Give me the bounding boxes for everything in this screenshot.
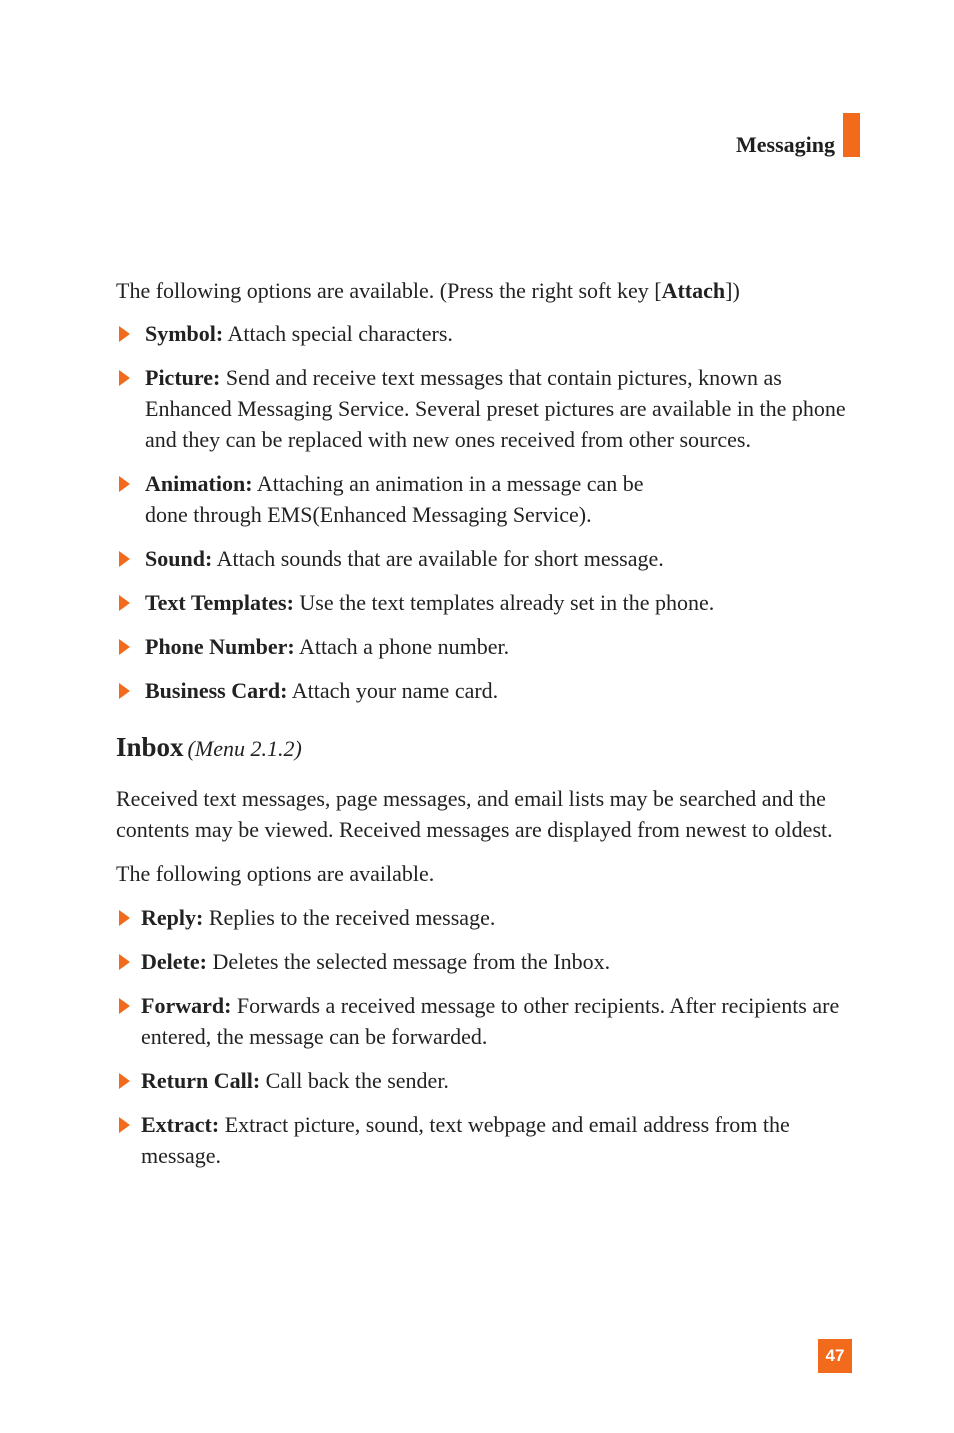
option-desc: Attach sounds that are available for short message. (212, 546, 664, 571)
list-item (116, 946, 861, 977)
list-item (116, 631, 861, 662)
option-term: Forward: (141, 993, 232, 1018)
bullet-arrow-icon (119, 1117, 130, 1133)
bullet-arrow-icon (119, 639, 130, 655)
bullet-arrow-icon (119, 683, 130, 699)
option-desc-continued: done through EMS(Enhanced Messaging Service). (145, 502, 592, 527)
option-term: Phone Number: (145, 634, 295, 659)
inbox-heading (116, 730, 861, 766)
option-desc: Use the text templates already set in the phone. (293, 590, 715, 615)
option-term: Return Call: (141, 1068, 261, 1093)
attach-options-list (116, 318, 861, 706)
option-term: Extract: (141, 1112, 220, 1137)
bullet-arrow-icon (119, 910, 130, 926)
inbox-description: Received text messages, page messages, and email lists may be searched and the contents may be viewed. Received messages are displayed from newest to oldest. (116, 786, 833, 842)
option-desc: Extract picture, sound, text webpage and email address from the message. (141, 1112, 790, 1168)
bullet-arrow-icon (119, 476, 130, 492)
option-term: Animation: (145, 471, 253, 496)
option-desc: Send and receive text messages that contain pictures, known as Enhanced Messaging Service. Several preset pictures are available in the phone and they can be replaced with new ones received from other sources. (145, 365, 846, 452)
option-desc: Call back the sender. (260, 1068, 449, 1093)
option-term: Text Templates: (145, 590, 294, 615)
option-desc: Attach a phone number. (294, 634, 510, 659)
option-term: Picture: (145, 365, 221, 390)
list-item (116, 1109, 861, 1171)
attach-intro-end: ]) (725, 278, 740, 303)
page-number: 47 (818, 1339, 852, 1373)
inbox-title: Inbox (116, 732, 184, 762)
section-tab-marker (843, 113, 860, 157)
attach-intro-text: The following options are available. (Press the right soft key [ (116, 278, 662, 303)
bullet-arrow-icon (119, 326, 130, 342)
list-item (116, 1065, 861, 1096)
option-desc: Deletes the selected message from the Inbox. (206, 949, 611, 974)
list-item (116, 543, 861, 574)
option-term: Symbol: (145, 321, 224, 346)
option-term: Business Card: (145, 678, 288, 703)
option-desc: Attaching an animation in a message can be (252, 471, 644, 496)
list-item (116, 990, 861, 1052)
attach-intro (116, 275, 861, 306)
inbox-options-intro: The following options are available. (116, 861, 435, 886)
inbox-menu-path: (Menu 2.1.2) (187, 736, 302, 761)
option-term: Delete: (141, 949, 207, 974)
list-item (116, 902, 861, 933)
option-desc: Attach your name card. (287, 678, 499, 703)
option-desc: Replies to the received message. (203, 905, 496, 930)
option-desc: Attach special characters. (223, 321, 453, 346)
list-item (116, 587, 861, 618)
section-title: Messaging (736, 132, 835, 157)
bullet-arrow-icon (119, 998, 130, 1014)
option-term: Reply: (141, 905, 204, 930)
bullet-arrow-icon (119, 1073, 130, 1089)
page-content (116, 275, 861, 1184)
inbox-options-list (116, 902, 861, 1171)
bullet-arrow-icon (119, 954, 130, 970)
option-desc: Forwards a received message to other recipients. After recipients are entered, the message can be forwarded. (141, 993, 840, 1049)
bullet-arrow-icon (119, 370, 130, 386)
running-header (736, 113, 860, 157)
list-item (116, 362, 861, 455)
list-item (116, 468, 861, 530)
option-term: Sound: (145, 546, 213, 571)
list-item (116, 675, 861, 706)
attach-key-label: Attach (661, 278, 726, 303)
list-item (116, 318, 861, 349)
bullet-arrow-icon (119, 595, 130, 611)
bullet-arrow-icon (119, 551, 130, 567)
